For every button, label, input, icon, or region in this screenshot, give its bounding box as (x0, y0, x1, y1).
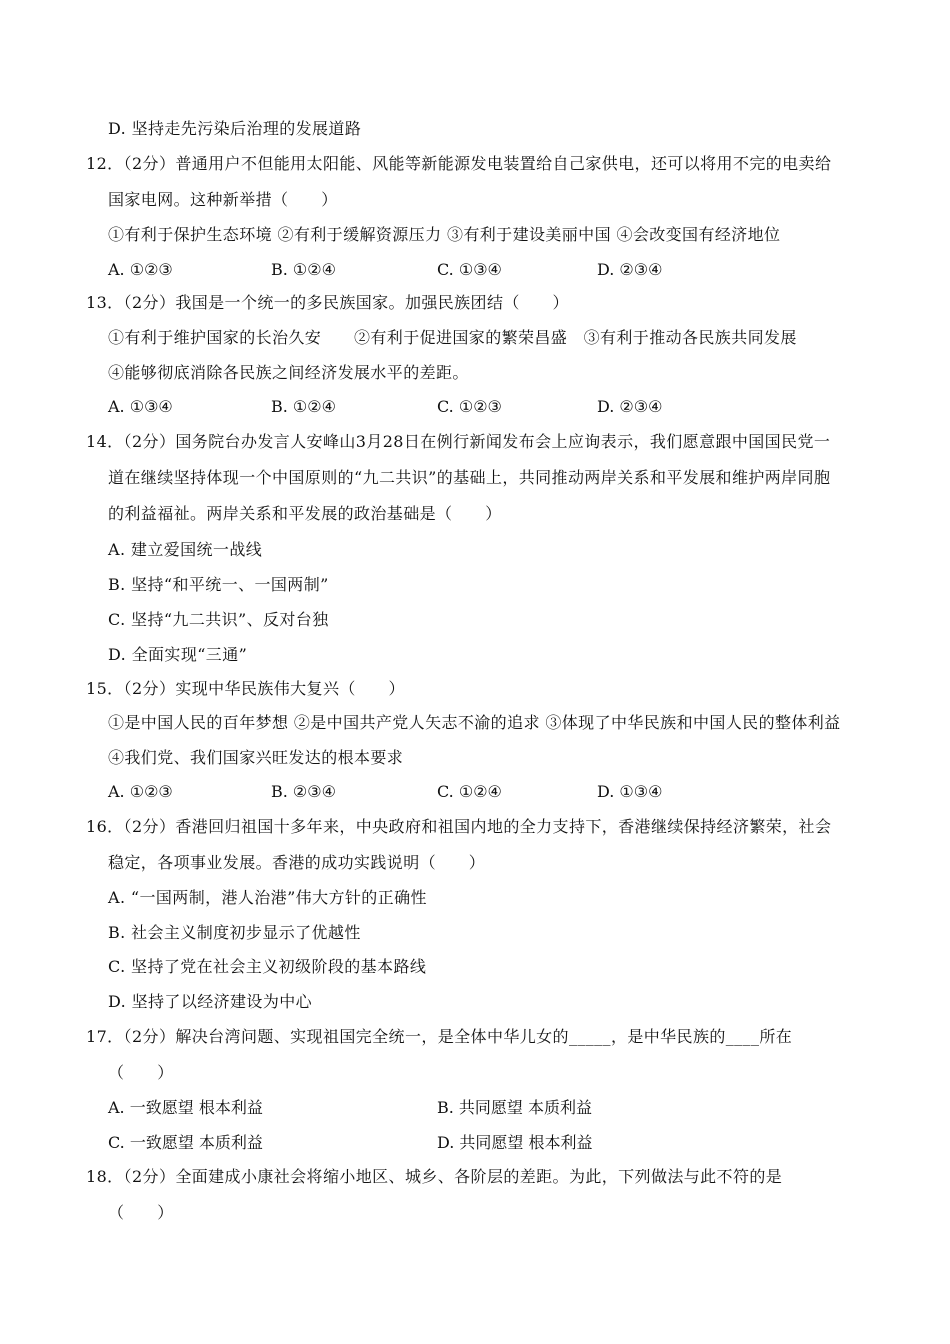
q15-stem: 15．（2分）实现中华民族伟大复兴（ ） (86, 679, 405, 698)
q12-option-b: B. ①②④ (271, 260, 336, 279)
q16-stem-line1: 16．（2分）香港回归祖国十多年来，中央政府和祖国内地的全力支持下，香港继续保持经济繁荣，社会 (86, 817, 832, 836)
q14-option-b: B. 坚持“和平统一、一国两制” (108, 575, 329, 594)
q17-option-a: A. 一致愿望 根本利益 (108, 1098, 263, 1117)
q12-option-c: C. ①③④ (437, 260, 502, 279)
q13-option-c: C. ①②③ (437, 397, 502, 416)
q13-option-d: D. ②③④ (597, 397, 663, 416)
q16-option-d: D. 坚持了以经济建设为中心 (108, 992, 313, 1011)
q13-stem: 13．（2分）我国是一个统一的多民族国家。加强民族团结（ ） (86, 293, 569, 312)
q17-stem-line2: （ ） (108, 1063, 174, 1082)
q12-stem-line2: 国家电网。这种新举措（ ） (108, 190, 338, 209)
q14-option-c: C. 坚持“九二共识”、反对台独 (108, 610, 329, 629)
q13-statements-line2: ④能够彻底消除各民族之间经济发展水平的差距。 (108, 363, 469, 382)
q15-statements-line2: ④我们党、我们国家兴旺发达的根本要求 (108, 748, 404, 767)
q15-option-d: D. ①③④ (597, 782, 663, 801)
q17-option-c: C. 一致愿望 本质利益 (108, 1133, 263, 1152)
q15-statements-line1: ①是中国人民的百年梦想 ②是中国共产党人矢志不渝的追求 ③体现了中华民族和中国人民的整体利益 (108, 713, 841, 732)
q12-option-d: D. ②③④ (597, 260, 663, 279)
q14-stem-line2: 道在继续坚持体现一个中国原则的“九二共识”的基础上，共同推动两岸关系和平发展和维护两岸同胞 (108, 468, 831, 487)
q16-option-c: C. 坚持了党在社会主义初级阶段的基本路线 (108, 957, 427, 976)
q16-option-a: A. “一国两制，港人治港”伟大方针的正确性 (108, 888, 427, 907)
q13-option-b: B. ①②④ (271, 397, 336, 416)
q12-stem-line1: 12．（2分）普通用户不但能用太阳能、风能等新能源发电装置给自己家供电，还可以将用不完的电卖给 (86, 154, 832, 173)
q11-option-d: D. 坚持走先污染后治理的发展道路 (108, 119, 362, 138)
q15-option-b: B. ②③④ (271, 782, 336, 801)
q13-option-a: A. ①③④ (108, 397, 173, 416)
q14-stem-line1: 14．（2分）国务院台办发言人安峰山3月28日在例行新闻发布会上应询表示，我们愿意跟中国国民党一 (86, 432, 831, 451)
q12-option-a: A. ①②③ (108, 260, 173, 279)
q12-statements: ①有利于保护生态环境 ②有利于缓解资源压力 ③有利于建设美丽中国 ④会改变国有经济地位 (108, 225, 781, 244)
q14-stem-line3: 的利益福祉。两岸关系和平发展的政治基础是（ ） (108, 504, 502, 523)
q17-option-d: D. 共同愿望 根本利益 (437, 1133, 593, 1152)
q14-option-d: D. 全面实现“三通” (108, 645, 248, 664)
q17-stem-line1: 17．（2分）解决台湾问题、实现祖国完全统一，是全体中华儿女的_____，是中华民族的____所在 (86, 1027, 793, 1046)
q15-option-a: A. ①②③ (108, 782, 173, 801)
q18-stem-line2: （ ） (108, 1203, 174, 1222)
q15-option-c: C. ①②④ (437, 782, 502, 801)
q18-stem-line1: 18．（2分）全面建成小康社会将缩小地区、城乡、各阶层的差距。为此，下列做法与此不符的是 (86, 1167, 783, 1186)
q13-statements-line1: ①有利于维护国家的长治久安 ②有利于促进国家的繁荣昌盛 ③有利于推动各民族共同发展 (108, 328, 797, 347)
q14-option-a: A. 建立爱国统一战线 (108, 540, 263, 559)
q16-stem-line2: 稳定，各项事业发展。香港的成功实践说明（ ） (108, 853, 486, 872)
q16-option-b: B. 社会主义制度初步显示了优越性 (108, 923, 361, 942)
q17-option-b: B. 共同愿望 本质利益 (437, 1098, 593, 1117)
